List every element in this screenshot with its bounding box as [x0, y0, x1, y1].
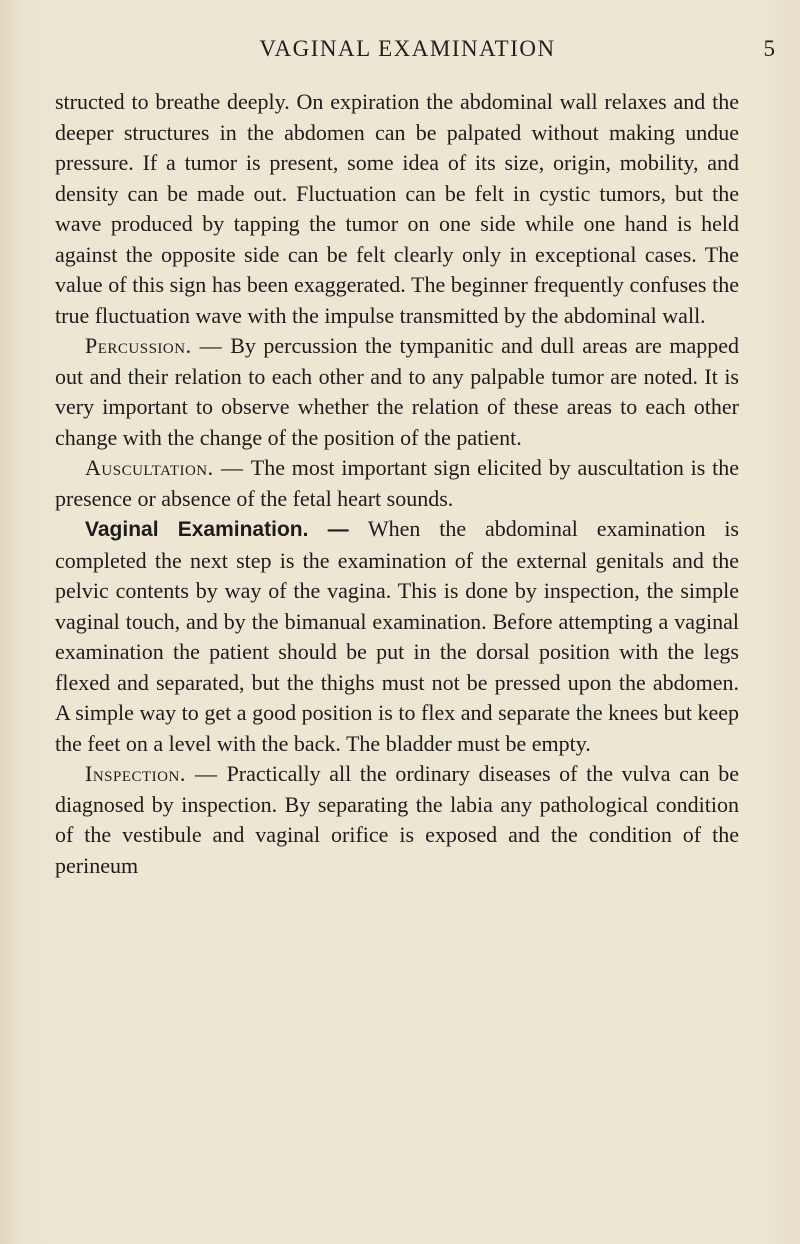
- page-number: 5: [763, 36, 775, 61]
- paragraph-percussion: [55, 331, 739, 453]
- paragraph-continuation: [55, 87, 739, 331]
- running-head: VAGINAL EXAMINATION: [259, 36, 556, 61]
- paragraph-text: When the abdominal examination is completed the next step is the examination of the external genitals and the pelvic contents by way of the vagina. This is done by inspection, the simple vaginal touch, and by the bimanual examination. Before attempting a vaginal examination the patient should be put in the dorsal position with the legs flexed and separated, but the thighs must not be pressed upon the abdomen. A simple way to get a good position is to flex and separate the knees but keep the feet on a level with the back. The bladder must be empty.: [55, 516, 739, 756]
- paragraph-text: By percussion the tympanitic and dull areas are mapped out and their relation to each other and to any palpable tumor are noted. It is very important to observe whether the relation of these areas to each other change with the change of the position of the patient.: [55, 333, 739, 450]
- body-text: [55, 87, 739, 881]
- paragraph-vaginal-examination: [55, 514, 739, 759]
- section-heading-vaginal-examination: Vaginal Examination. —: [85, 518, 368, 541]
- section-heading-percussion: Percussion. —: [85, 333, 231, 358]
- paragraph-auscultation: [55, 453, 739, 514]
- paragraph-text: structed to breathe deeply. On expiration the abdominal wall relaxes and the deeper structures in the abdomen can be palpated without making undue pressure. If a tumor is present, some idea of its size, origin, mobility, and density can be made out. Fluctuation can be felt in cystic tumors, but the wave produced by tapping the tumor on one side while one hand is held against the opposite side can be felt clearly only in exceptional cases. The value of this sign has been exaggerated. The beginner frequently confuses the true fluctuation wave with the impulse transmitted by the abdominal wall.: [55, 89, 739, 328]
- paragraph-inspection: [55, 759, 739, 881]
- page-header: [40, 36, 775, 76]
- paragraph-text: Practically all the ordinary diseases of the vulva can be diagnosed by inspection. By separating the labia any pathological condition of the vestibule and vaginal orifice is exposed and the condition of the perineum: [55, 761, 739, 878]
- paragraph-text: The most important sign elicited by auscultation is the presence or absence of the fetal heart sounds.: [55, 455, 739, 511]
- section-heading-inspection: Inspection. —: [85, 761, 227, 786]
- section-heading-auscultation: Auscultation. —: [85, 455, 251, 480]
